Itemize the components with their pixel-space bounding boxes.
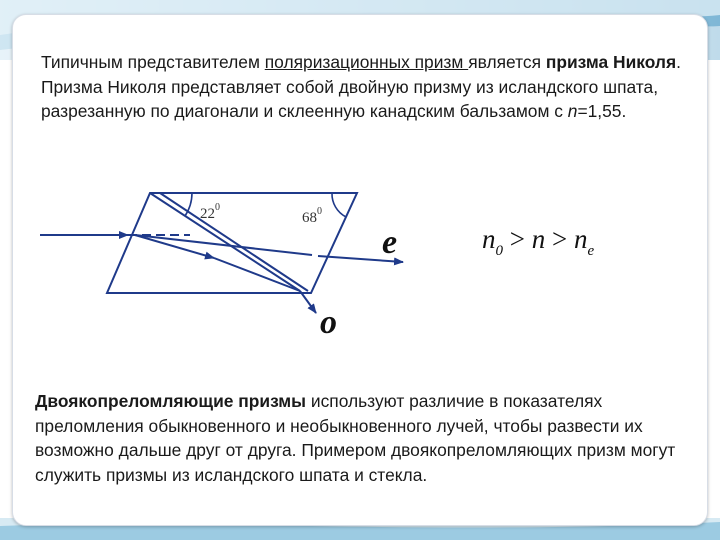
refractive-index-symbol: n: [567, 101, 578, 121]
extraordinary-ray-label: e: [382, 224, 398, 261]
intro-text: является: [468, 52, 546, 72]
ordinary-ray-exit: [300, 291, 316, 313]
diagonal-cut-second: [160, 193, 308, 291]
diagonal-cut: [150, 193, 300, 291]
polarizing-prisms-link: поляризационных призм: [264, 52, 469, 72]
intro-text: =1,55.: [577, 101, 627, 121]
intro-text: Типичным представителем: [41, 52, 265, 72]
ordinary-ray-label: o: [320, 304, 337, 341]
ordinary-ray: [135, 235, 214, 258]
birefringent-prisms-text: используют различие в показателях преломления обыкновенного и необыкновенного лучей, чтобы развести их возможно дальше друг от друга. Примером двоякопреломляющих призм могут служить призмы из исландского шпата и стекла.: [35, 391, 676, 485]
intro-text: . Призма Николя представляет собой двойную призму из исландского шпата, разрезанную по диагонали и склеенную канадским бальзамом с: [41, 52, 681, 121]
birefringent-prisms-term: Двоякопреломляющие призмы: [35, 391, 307, 411]
angle-22-label: $22^0$: [200, 202, 220, 222]
angle-arc-68: [332, 193, 346, 217]
refractive-index-inequality: $n_0 > n > n_e$: [482, 224, 595, 259]
angle-68-label: $68^0$: [302, 206, 322, 226]
extraordinary-ray: [135, 235, 312, 255]
nicol-prism-term: призма Николя: [545, 52, 677, 72]
